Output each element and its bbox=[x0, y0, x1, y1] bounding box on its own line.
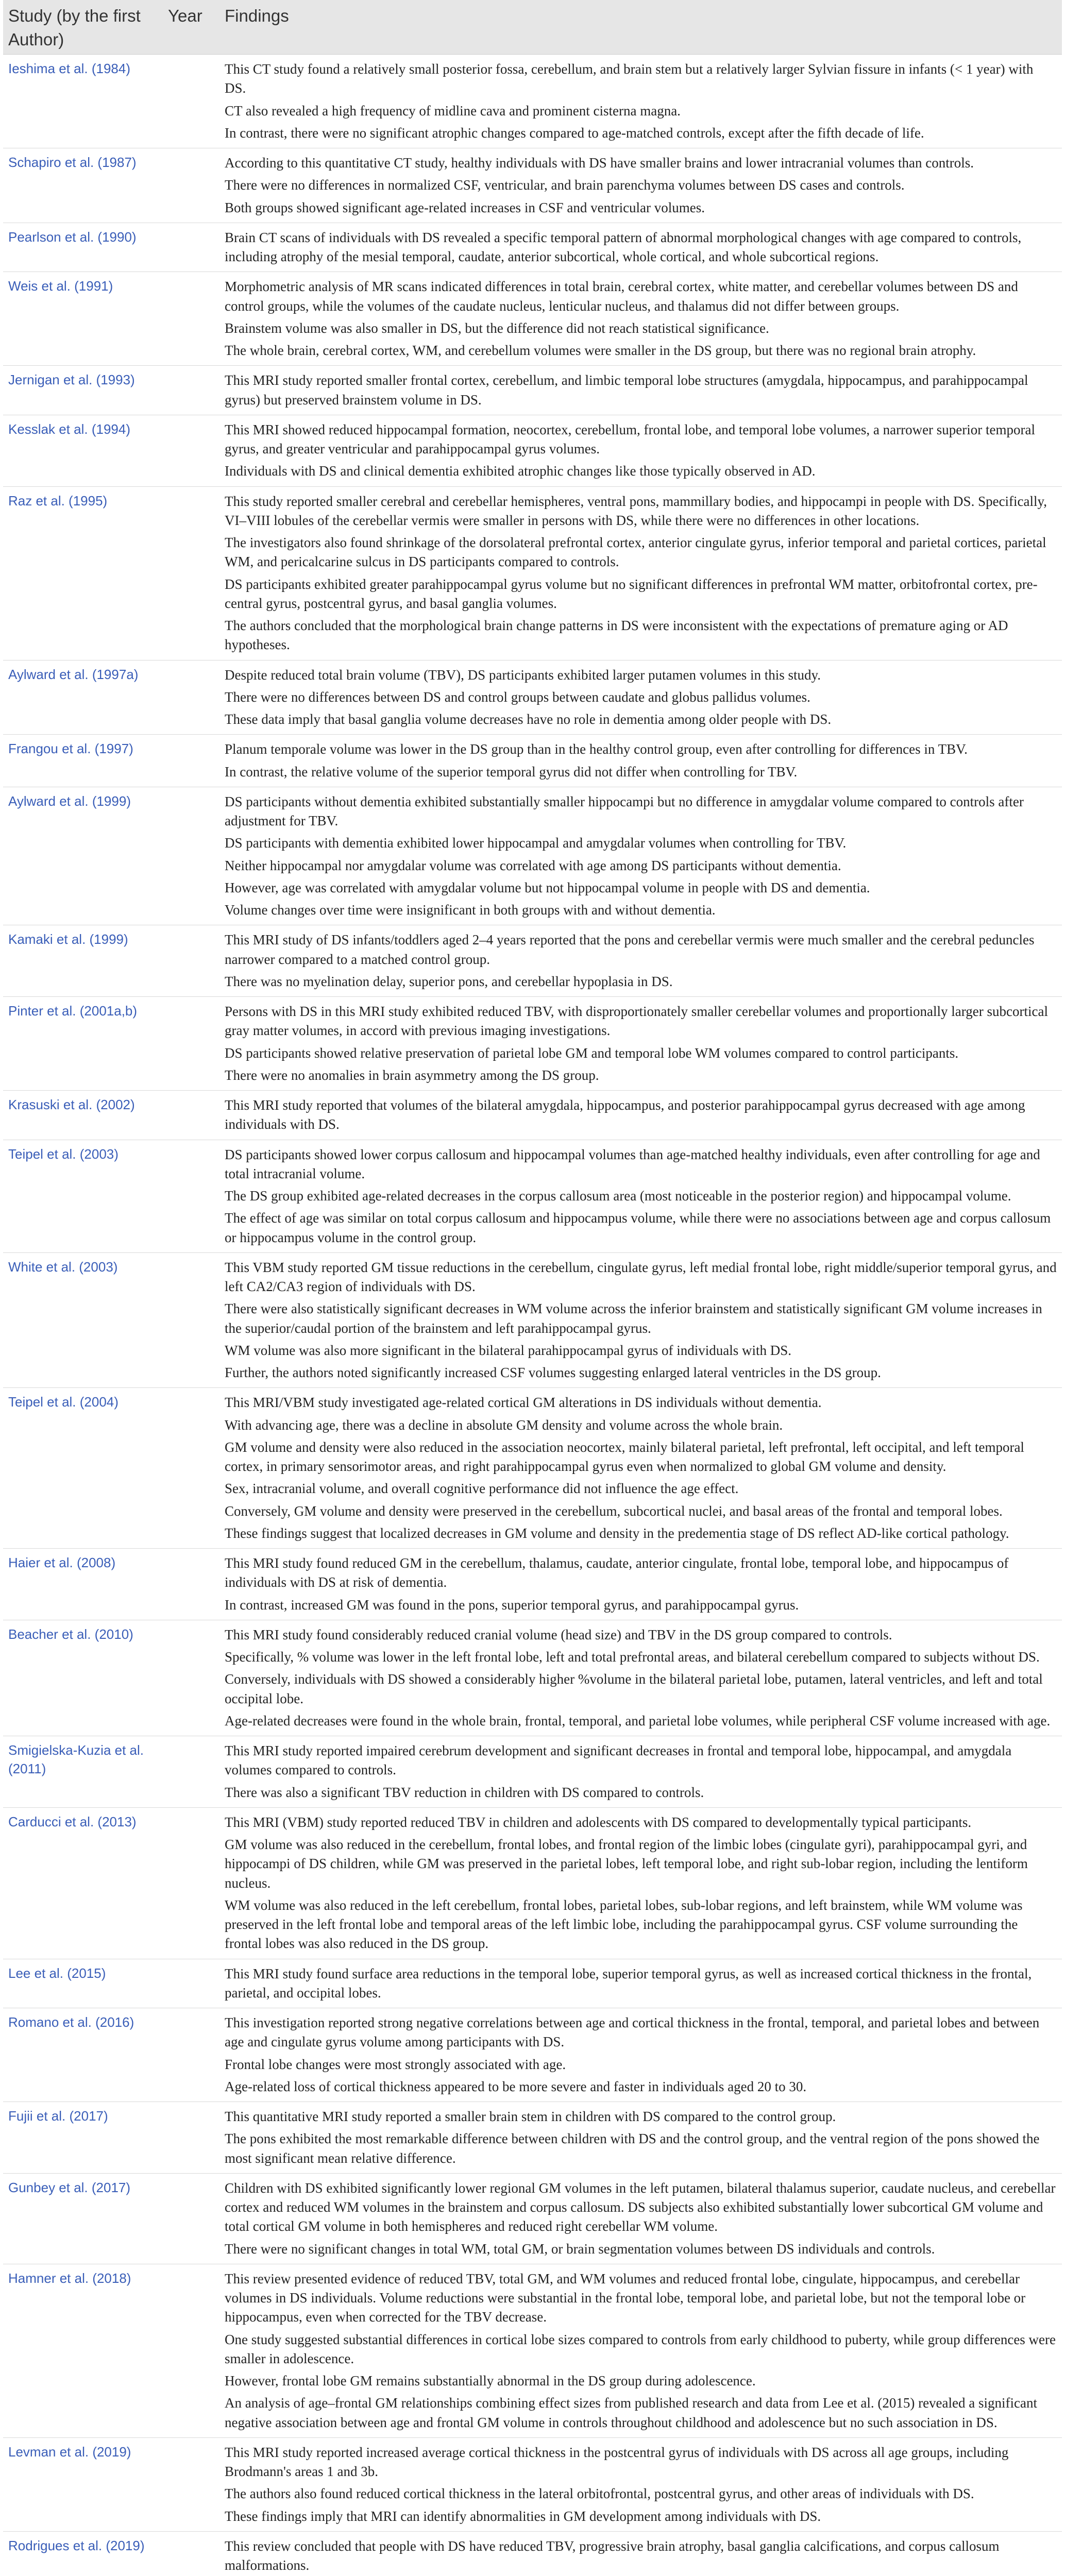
year-cell bbox=[163, 1091, 219, 1140]
study-reference-link[interactable]: Aylward et al. (1997a) bbox=[3, 660, 163, 735]
year-cell bbox=[163, 1620, 219, 1736]
finding-text: DS participants showed relative preservation of parietal lobe GM and temporal lobe WM volumes compared to control participants. bbox=[225, 1045, 959, 1061]
study-reference-link[interactable]: Weis et al. (1991) bbox=[3, 272, 163, 366]
findings-cell bbox=[219, 2437, 1062, 2531]
finding-text: Sex, intracranial volume, and overall cognitive performance did not influence the age effect. bbox=[225, 1481, 739, 1497]
study-reference-link[interactable]: Hamner et al. (2018) bbox=[3, 2264, 163, 2437]
year-cell bbox=[163, 486, 219, 660]
findings-cell bbox=[219, 787, 1062, 925]
table-row bbox=[3, 2008, 1062, 2102]
finding-text: This MRI study found reduced GM in the cerebellum, thalamus, caudate, anterior cingulate, frontal lobe, temporal lobe, and hippocampus of individuals with DS at risk of dementia. bbox=[225, 1555, 1009, 1590]
findings-cell bbox=[219, 2531, 1062, 2576]
year-cell bbox=[163, 272, 219, 366]
study-reference-link[interactable]: Fujii et al. (2017) bbox=[3, 2102, 163, 2174]
finding-text: This MRI study found surface area reductions in the temporal lobe, superior temporal gyrus, as well as increased cortical thickness in the frontal, parietal, and occipital lobes. bbox=[225, 1965, 1032, 2001]
findings-cell bbox=[219, 2173, 1062, 2264]
finding-text: One study suggested substantial differences in cortical lobe sizes compared to controls from early childhood to puberty, while group differences were smaller in adolescence. bbox=[225, 2331, 1056, 2366]
year-cell bbox=[163, 660, 219, 735]
table-row bbox=[3, 2173, 1062, 2264]
finding-text: There was also a significant TBV reduction in children with DS compared to controls. bbox=[225, 1784, 704, 1800]
year-cell bbox=[163, 1736, 219, 1808]
finding-text: There were no differences in normalized CSF, ventricular, and brain parenchyma volumes between DS cases and controls. bbox=[225, 177, 905, 193]
table-row bbox=[3, 272, 1062, 366]
finding-text: Brain CT scans of individuals with DS revealed a specific temporal pattern of abnormal morphological changes with age compared to controls, including atrophy of the mesial temporal, caudate, anterior subcortical, whole cortical, and whole subcortical regions. bbox=[225, 229, 1022, 265]
finding-text: These findings imply that MRI can identify abnormalities in GM development among individuals with DS. bbox=[225, 2508, 821, 2524]
finding-text: This CT study found a relatively small posterior fossa, cerebellum, and brain stem but a relatively larger Sylvian fissure in infants (< 1 year) with DS. bbox=[225, 61, 1034, 96]
finding-text: Frontal lobe changes were most strongly associated with age. bbox=[225, 2056, 566, 2072]
finding-text: This review presented evidence of reduced TBV, total GM, and WM volumes and reduced frontal lobe, cingulate, hippocampus, and cerebellar volumes in DS individuals. Volume reductions were substantial in the frontal lobe, temporal lobe, and parietal lobe, but not the temporal lobe or hippocampus, even when corrected for the TBV decrease. bbox=[225, 2270, 1026, 2325]
finding-text: There were also statistically significant decreases in WM volume across the inferior brainstem and statistically significant GM volume increases in the superior/caudal portion of the brainstem and left parahippocampal gyrus. bbox=[225, 1301, 1042, 1336]
finding-text: Despite reduced total brain volume (TBV), DS participants exhibited larger putamen volumes in this study. bbox=[225, 667, 821, 683]
year-cell bbox=[163, 2102, 219, 2174]
findings-cell bbox=[219, 486, 1062, 660]
study-reference-link[interactable]: White et al. (2003) bbox=[3, 1252, 163, 1388]
year-cell bbox=[163, 787, 219, 925]
study-reference-link[interactable]: Pearlson et al. (1990) bbox=[3, 223, 163, 272]
finding-text: This investigation reported strong negative correlations between age and cortical thickness in the frontal, temporal, and parietal lobes and between age and cingulate gyrus volume among participants with DS. bbox=[225, 2015, 1040, 2050]
finding-text: WM volume was also more significant in the bilateral parahippocampal gyrus of individuals with DS. bbox=[225, 1342, 792, 1358]
study-reference-link[interactable]: Kamaki et al. (1999) bbox=[3, 925, 163, 997]
finding-text: This review concluded that people with DS have reduced TBV, progressive brain atrophy, basal ganglia calcifications, and corpus callosum malformations. bbox=[225, 2538, 1000, 2573]
finding-text: This MRI study of DS infants/toddlers aged 2–4 years reported that the pons and cerebellar vermis were much smaller and the cerebral peduncles narrower compared to a matched control group. bbox=[225, 932, 1035, 967]
finding-text: There were no significant changes in total WM, total GM, or brain segmentation volumes between DS individuals and controls. bbox=[225, 2241, 935, 2257]
table-row bbox=[3, 2264, 1062, 2437]
table-row bbox=[3, 55, 1062, 148]
table-row bbox=[3, 1549, 1062, 1620]
study-reference-link[interactable]: Ieshima et al. (1984) bbox=[3, 55, 163, 148]
finding-text: There were no differences between DS and control groups between caudate and globus pallidus volumes. bbox=[225, 689, 810, 705]
finding-text: These findings suggest that localized decreases in GM volume and density in the predementia stage of DS reflect AD-like cortical pathology. bbox=[225, 1525, 1009, 1541]
study-reference-link[interactable]: Carducci et al. (2013) bbox=[3, 1807, 163, 1959]
year-cell bbox=[163, 2008, 219, 2102]
finding-text: This MRI study reported increased average cortical thickness in the postcentral gyrus of individuals with DS across all age groups, including Brodmann's areas 1 and 3b. bbox=[225, 2444, 1009, 2480]
finding-text: However, frontal lobe GM remains substantially abnormal in the DS group during adolescence. bbox=[225, 2373, 756, 2389]
table-row bbox=[3, 366, 1062, 415]
table-row bbox=[3, 1252, 1062, 1388]
year-cell bbox=[163, 735, 219, 787]
study-reference-link[interactable]: Romano et al. (2016) bbox=[3, 2008, 163, 2102]
finding-text: However, age was correlated with amygdalar volume but not hippocampal volume in people with DS and dementia. bbox=[225, 879, 870, 895]
finding-text: Age-related decreases were found in the whole brain, frontal, temporal, and parietal lobe volumes, while peripheral CSF volume increased with age. bbox=[225, 1713, 1051, 1728]
finding-text: This MRI study reported impaired cerebrum development and significant decreases in frontal and temporal lobe, hippocampal, and amygdala volumes compared to controls. bbox=[225, 1743, 1012, 1778]
year-cell bbox=[163, 1388, 219, 1549]
findings-cell bbox=[219, 272, 1062, 366]
finding-text: There was no myelination delay, superior pons, and cerebellar hypoplasia in DS. bbox=[225, 973, 673, 989]
finding-text: In contrast, there were no significant atrophic changes compared to age-matched controls, except after the fifth decade of life. bbox=[225, 125, 924, 141]
study-reference-link[interactable]: Krasuski et al. (2002) bbox=[3, 1091, 163, 1140]
finding-text: There were no anomalies in brain asymmetry among the DS group. bbox=[225, 1067, 599, 1083]
year-cell bbox=[163, 2531, 219, 2576]
table-row bbox=[3, 1736, 1062, 1808]
findings-cell bbox=[219, 1959, 1062, 2008]
table-body bbox=[3, 55, 1062, 2576]
finding-text: This MRI study reported smaller frontal cortex, cerebellum, and limbic temporal lobe structures (amygdala, hippocampus, and parahippocampal gyrus) but preserved brainstem volume in DS. bbox=[225, 372, 1028, 408]
study-reference-link[interactable]: Teipel et al. (2003) bbox=[3, 1140, 163, 1252]
table-header bbox=[3, 0, 1062, 55]
year-cell bbox=[163, 55, 219, 148]
table-row bbox=[3, 787, 1062, 925]
finding-text: This MRI (VBM) study reported reduced TBV in children and adolescents with DS compared to developmentally typical participants. bbox=[225, 1814, 972, 1830]
table-row bbox=[3, 925, 1062, 997]
year-cell bbox=[163, 415, 219, 486]
table-row bbox=[3, 1091, 1062, 1140]
finding-text: The effect of age was similar on total corpus callosum and hippocampus volume, while there were no associations between age and corpus callosum or hippocampus volume in the control group. bbox=[225, 1210, 1051, 1245]
findings-cell bbox=[219, 1549, 1062, 1620]
findings-cell bbox=[219, 148, 1062, 223]
finding-text: This MRI/VBM study investigated age-related cortical GM alterations in DS individuals without dementia. bbox=[225, 1395, 822, 1411]
table-row bbox=[3, 1959, 1062, 2008]
finding-text: This MRI showed reduced hippocampal formation, neocortex, cerebellum, frontal lobe, and temporal lobe volumes, a narrower superior temporal gyrus, and greater ventricular and parahippocampal gyrus volumes. bbox=[225, 421, 1035, 457]
findings-cell bbox=[219, 223, 1062, 272]
finding-text: Both groups showed significant age-related increases in CSF and ventricular volumes. bbox=[225, 199, 705, 215]
table-row bbox=[3, 1140, 1062, 1252]
year-cell bbox=[163, 2173, 219, 2264]
finding-text: DS participants with dementia exhibited lower hippocampal and amygdalar volumes when controlling for TBV. bbox=[225, 835, 847, 851]
study-reference-link[interactable]: Jernigan et al. (1993) bbox=[3, 366, 163, 415]
study-reference-link[interactable]: Raz et al. (1995) bbox=[3, 486, 163, 660]
finding-text: The investigators also found shrinkage of the dorsolateral prefrontal cortex, anterior cingulate gyrus, inferior temporal and parietal cortices, parietal WM, and pericalcarine sulcus in DS participants compared to controls. bbox=[225, 535, 1046, 570]
year-cell bbox=[163, 2437, 219, 2531]
table-row bbox=[3, 1388, 1062, 1549]
finding-text: GM volume was also reduced in the cerebellum, frontal lobes, and frontal region of the limbic lobes (cingulate gyri), parahippocampal gyri, and hippocampi of DS children, while GM was preserved in the parietal lobes, left temporal lobe, and right sub-lobar region, including the lentiform nucleus. bbox=[225, 1837, 1028, 1891]
finding-text: Conversely, individuals with DS showed a considerably higher %volume in the bilateral parietal lobe, putamen, lateral ventricles, and left and total occipital lobe. bbox=[225, 1671, 1043, 1706]
finding-text: This MRI study reported that volumes of the bilateral amygdala, hippocampus, and posterior parahippocampal gyrus decreased with age among individuals with DS. bbox=[225, 1097, 1025, 1132]
study-reference-link[interactable]: Smigielska-Kuzia et al. (2011) bbox=[3, 1736, 163, 1808]
year-cell bbox=[163, 925, 219, 997]
finding-text: Brainstem volume was also smaller in DS, but the difference did not reach statistical significance. bbox=[225, 320, 769, 336]
table-row bbox=[3, 415, 1062, 486]
finding-text: Children with DS exhibited significantly lower regional GM volumes in the left putamen, bilateral thalamus superior, caudate nucleus, and cerebellar cortex and reduced WM volumes in the brainstem and corpus callosum. DS subjects also exhibited substantially lower subcortical GM volume and total cortical GM volume in both hemispheres and reduced right cerebellar WM volume. bbox=[225, 2180, 1056, 2234]
year-cell bbox=[163, 1140, 219, 1252]
finding-text: Specifically, % volume was lower in the left frontal lobe, left and total prefrontal areas, and bilateral cerebellum compared to subjects without DS. bbox=[225, 1649, 1040, 1665]
findings-cell bbox=[219, 55, 1062, 148]
study-reference-link[interactable]: Haier et al. (2008) bbox=[3, 1549, 163, 1620]
findings-cell bbox=[219, 925, 1062, 997]
finding-text: CT also revealed a high frequency of midline cava and prominent cisterna magna. bbox=[225, 103, 681, 118]
finding-text: These data imply that basal ganglia volume decreases have no role in dementia among older people with DS. bbox=[225, 711, 832, 727]
finding-text: WM volume was also reduced in the left cerebellum, frontal lobes, parietal lobes, sub-lobar regions, and left brainstem, while WM volume was preserved in the left frontal lobe and temporal areas of the left limbic lobe, including the parahippocampal gyrus. CSF volume surrounding the frontal lobes was also reduced in the DS group. bbox=[225, 1897, 1023, 1952]
finding-text: Volume changes over time were insignificant in both groups with and without dementia. bbox=[225, 902, 716, 918]
finding-text: Planum temporale volume was lower in the DS group than in the healthy control group, even after controlling for differences in TBV. bbox=[225, 741, 968, 757]
table-row bbox=[3, 2437, 1062, 2531]
finding-text: Morphometric analysis of MR scans indicated differences in total brain, cerebral cortex, white matter, and cerebellar volumes between DS and control groups, while the volumes of the caudate nucleus, lenticular nucleus, and thalamus did not differ between groups. bbox=[225, 279, 1018, 314]
finding-text: Age-related loss of cortical thickness appeared to be more severe and faster in individuals aged 20 to 30. bbox=[225, 2078, 807, 2094]
year-cell bbox=[163, 1252, 219, 1388]
study-reference-link[interactable]: Lee et al. (2015) bbox=[3, 1959, 163, 2008]
findings-cell bbox=[219, 2264, 1062, 2437]
table-row bbox=[3, 223, 1062, 272]
finding-text: This MRI study found considerably reduced cranial volume (head size) and TBV in the DS group compared to controls. bbox=[225, 1626, 892, 1642]
findings-cell bbox=[219, 2008, 1062, 2102]
findings-cell bbox=[219, 1736, 1062, 1808]
table-row bbox=[3, 1620, 1062, 1736]
table-row bbox=[3, 997, 1062, 1091]
finding-text: DS participants without dementia exhibited substantially smaller hippocampi but no difference in amygdalar volume compared to controls after adjustment for TBV. bbox=[225, 793, 1024, 829]
finding-text: GM volume and density were also reduced in the association neocortex, mainly bilateral parietal, left prefrontal, left occipital, and left temporal cortex, in primary sensorimotor areas, and right parahippocampal gyrus even when normalized to global GM volume and density. bbox=[225, 1439, 1024, 1475]
year-cell bbox=[163, 1959, 219, 2008]
finding-text: An analysis of age–frontal GM relationships combining effect sizes from published research and data from Lee et al. (2015) revealed a significant negative association between age and frontal GM volume in controls throughout childhood and adolescence but no such association in DS. bbox=[225, 2395, 1037, 2430]
study-reference-link[interactable]: Beacher et al. (2010) bbox=[3, 1620, 163, 1736]
findings-cell bbox=[219, 1388, 1062, 1549]
table-row bbox=[3, 148, 1062, 223]
header-study: Study (by the first Author) bbox=[3, 0, 163, 55]
finding-text: The authors also found reduced cortical thickness in the lateral orbitofrontal, postcentral gyrus, and other areas of individuals with DS. bbox=[225, 2486, 974, 2502]
study-reference-link[interactable]: Pinter et al. (2001a,b) bbox=[3, 997, 163, 1091]
findings-cell bbox=[219, 660, 1062, 735]
study-reference-link[interactable]: Teipel et al. (2004) bbox=[3, 1388, 163, 1549]
findings-cell bbox=[219, 415, 1062, 486]
finding-text: With advancing age, there was a decline in absolute GM density and volume across the whole brain. bbox=[225, 1417, 783, 1433]
findings-cell bbox=[219, 2102, 1062, 2174]
finding-text: The whole brain, cerebral cortex, WM, and cerebellum volumes were smaller in the DS group, but there was no regional brain atrophy. bbox=[225, 343, 976, 359]
finding-text: Further, the authors noted significantly increased CSF volumes suggesting enlarged lateral ventricles in the DS group. bbox=[225, 1365, 881, 1381]
finding-text: The DS group exhibited age-related decreases in the corpus callosum area (most noticeable in the posterior region) and hippocampal volume. bbox=[225, 1188, 1011, 1204]
finding-text: Conversely, GM volume and density were preserved in the cerebellum, subcortical nuclei, and basal areas of the frontal and temporal lobes. bbox=[225, 1503, 1003, 1519]
finding-text: Neither hippocampal nor amygdalar volume was correlated with age among DS participants without dementia. bbox=[225, 857, 841, 873]
finding-text: In contrast, the relative volume of the superior temporal gyrus did not differ when controlling for TBV. bbox=[225, 764, 798, 779]
year-cell bbox=[163, 1549, 219, 1620]
finding-text: In contrast, increased GM was found in the pons, superior temporal gyrus, and parahippocampal gyrus. bbox=[225, 1597, 799, 1613]
study-reference-link[interactable]: Rodrigues et al. (2019) bbox=[3, 2531, 163, 2576]
study-reference-link[interactable]: Schapiro et al. (1987) bbox=[3, 148, 163, 223]
study-reference-link[interactable]: Gunbey et al. (2017) bbox=[3, 2173, 163, 2264]
year-cell bbox=[163, 148, 219, 223]
table-row bbox=[3, 1807, 1062, 1959]
study-reference-link[interactable]: Aylward et al. (1999) bbox=[3, 787, 163, 925]
study-reference-link[interactable]: Levman et al. (2019) bbox=[3, 2437, 163, 2531]
finding-text: According to this quantitative CT study, healthy individuals with DS have smaller brains and lower intracranial volumes than controls. bbox=[225, 155, 974, 171]
year-cell bbox=[163, 223, 219, 272]
finding-text: Individuals with DS and clinical dementia exhibited atrophic changes like those typically observed in AD. bbox=[225, 463, 816, 479]
finding-text: This study reported smaller cerebral and cerebellar hemispheres, ventral pons, mammillary bodies, and hippocampi in people with DS. Specifically, VI–VIII lobules of the cerebellar vermis were smaller in persons with DS, while there were no differences in other locations. bbox=[225, 493, 1047, 528]
year-cell bbox=[163, 1807, 219, 1959]
study-reference-link[interactable]: Frangou et al. (1997) bbox=[3, 735, 163, 787]
table-row bbox=[3, 735, 1062, 787]
finding-text: DS participants exhibited greater parahippocampal gyrus volume but no significant differences in prefrontal WM matter, orbitofrontal cortex, pre-central gyrus, postcentral gyrus, and basal ganglia volumes. bbox=[225, 576, 1038, 611]
header-year: Year bbox=[163, 0, 219, 55]
findings-cell bbox=[219, 997, 1062, 1091]
findings-cell bbox=[219, 1140, 1062, 1252]
findings-cell bbox=[219, 1807, 1062, 1959]
finding-text: Persons with DS in this MRI study exhibited reduced TBV, with disproportionately smaller cerebellar volumes and proportionally larger subcortical gray matter volumes, in accord with previous imaging investigations. bbox=[225, 1004, 1048, 1039]
table-row bbox=[3, 486, 1062, 660]
finding-text: This quantitative MRI study reported a smaller brain stem in children with DS compared to the control group. bbox=[225, 2109, 836, 2125]
header-findings: Findings bbox=[219, 0, 1062, 55]
findings-cell bbox=[219, 1620, 1062, 1736]
study-reference-link[interactable]: Kesslak et al. (1994) bbox=[3, 415, 163, 486]
year-cell bbox=[163, 997, 219, 1091]
finding-text: This VBM study reported GM tissue reductions in the cerebellum, cingulate gyrus, left medial frontal lobe, right middle/superior temporal gyrus, and left CA2/CA3 region of individuals with DS. bbox=[225, 1259, 1057, 1295]
finding-text: DS participants showed lower corpus callosum and hippocampal volumes than age-matched healthy individuals, even after controlling for age and total intracranial volume. bbox=[225, 1146, 1040, 1181]
year-cell bbox=[163, 2264, 219, 2437]
header-row bbox=[3, 0, 1062, 55]
findings-cell bbox=[219, 735, 1062, 787]
table-row bbox=[3, 2531, 1062, 2576]
findings-cell bbox=[219, 366, 1062, 415]
table-row bbox=[3, 2102, 1062, 2174]
year-cell bbox=[163, 366, 219, 415]
findings-cell bbox=[219, 1091, 1062, 1140]
finding-text: The pons exhibited the most remarkable difference between children with DS and the control group, and the ventral region of the pons showed the most significant mean relative difference. bbox=[225, 2131, 1040, 2166]
table-row bbox=[3, 660, 1062, 735]
findings-cell bbox=[219, 1252, 1062, 1388]
finding-text: The authors concluded that the morphological brain change patterns in DS were inconsistent with the expectations of premature aging or AD hypotheses. bbox=[225, 618, 1008, 653]
findings-table bbox=[3, 0, 1062, 2576]
